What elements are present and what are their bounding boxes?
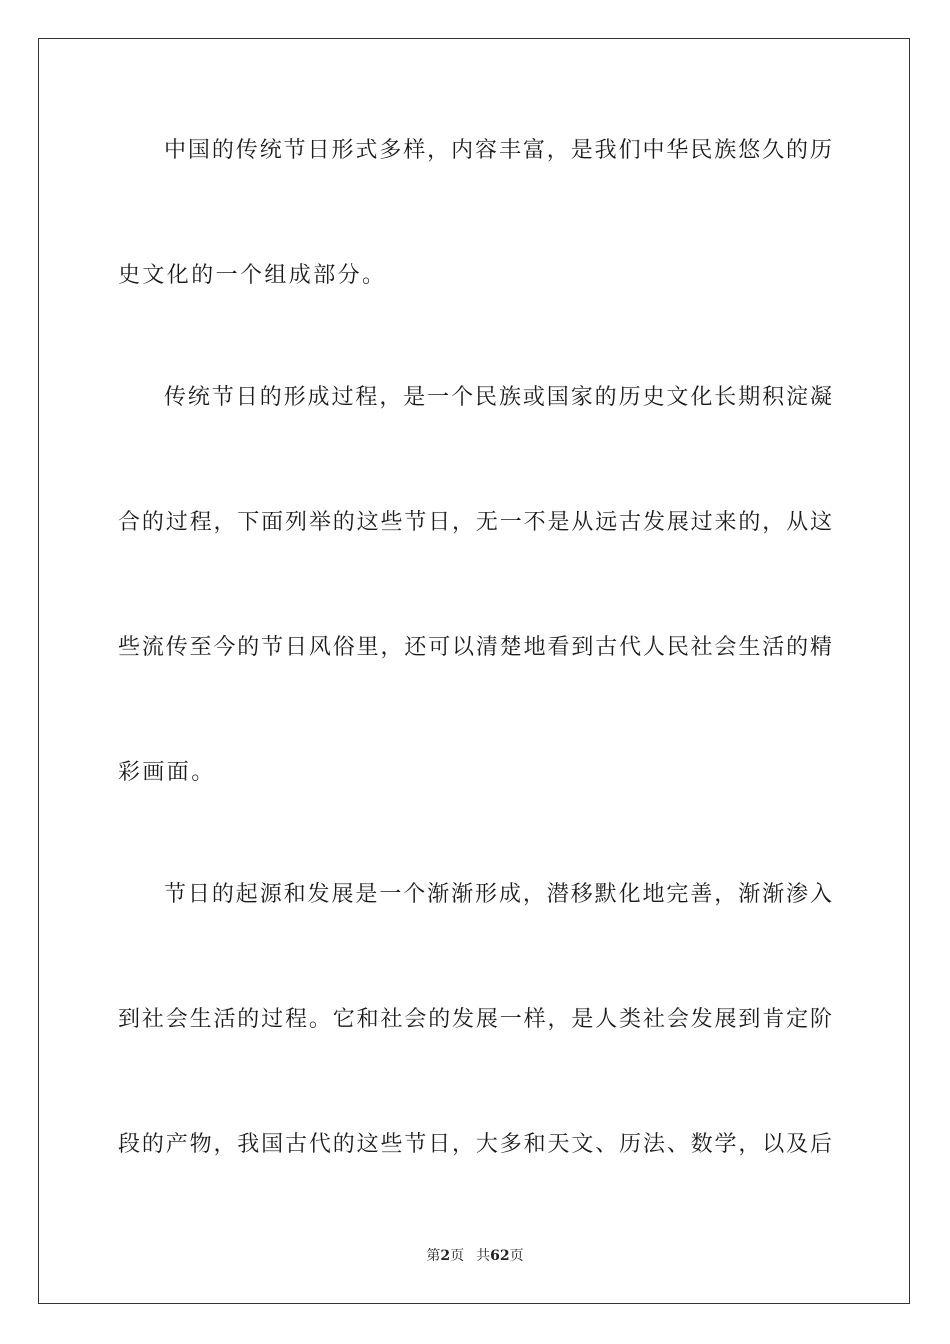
footer-page-prefix: 第: [426, 1248, 441, 1264]
footer-page-number: 2: [440, 1248, 451, 1264]
paragraph-2-line-4: 彩画面。: [118, 760, 216, 785]
paragraph-2-line-2: 合的过程，下面列举的这些节日，无一不是从远古发展过来的，从这: [118, 510, 832, 535]
paragraph-3-line-2: 到社会生活的过程。它和社会的发展一样，是人类社会发展到肯定阶: [118, 1007, 832, 1032]
paragraph-2-line-3: 些流传至今的节日风俗里，还可以清楚地看到古代人民社会生活的精: [118, 635, 832, 660]
paragraph-3-line-3: 段的产物，我国古代的这些节日，大多和天文、历法、数学，以及后: [118, 1132, 832, 1157]
footer-total-prefix: 共: [476, 1248, 491, 1264]
footer-page-suffix: 页: [450, 1248, 465, 1264]
page-border: [38, 38, 910, 1304]
page-footer: [0, 1246, 950, 1266]
paragraph-3-line-1: 节日的起源和发展是一个渐渐形成，潜移默化地完善，渐渐渗入: [164, 882, 832, 907]
paragraph-1-line-1: 中国的传统节日形式多样，内容丰富，是我们中华民族悠久的历: [164, 138, 832, 163]
paragraph-2-line-1: 传统节日的形成过程，是一个民族或国家的历史文化长期积淀凝: [164, 385, 832, 410]
footer-total-pages: 62: [490, 1248, 510, 1264]
paragraph-1-line-2: 史文化的一个组成部分。: [118, 263, 387, 288]
footer-total-suffix: 页: [509, 1248, 524, 1264]
